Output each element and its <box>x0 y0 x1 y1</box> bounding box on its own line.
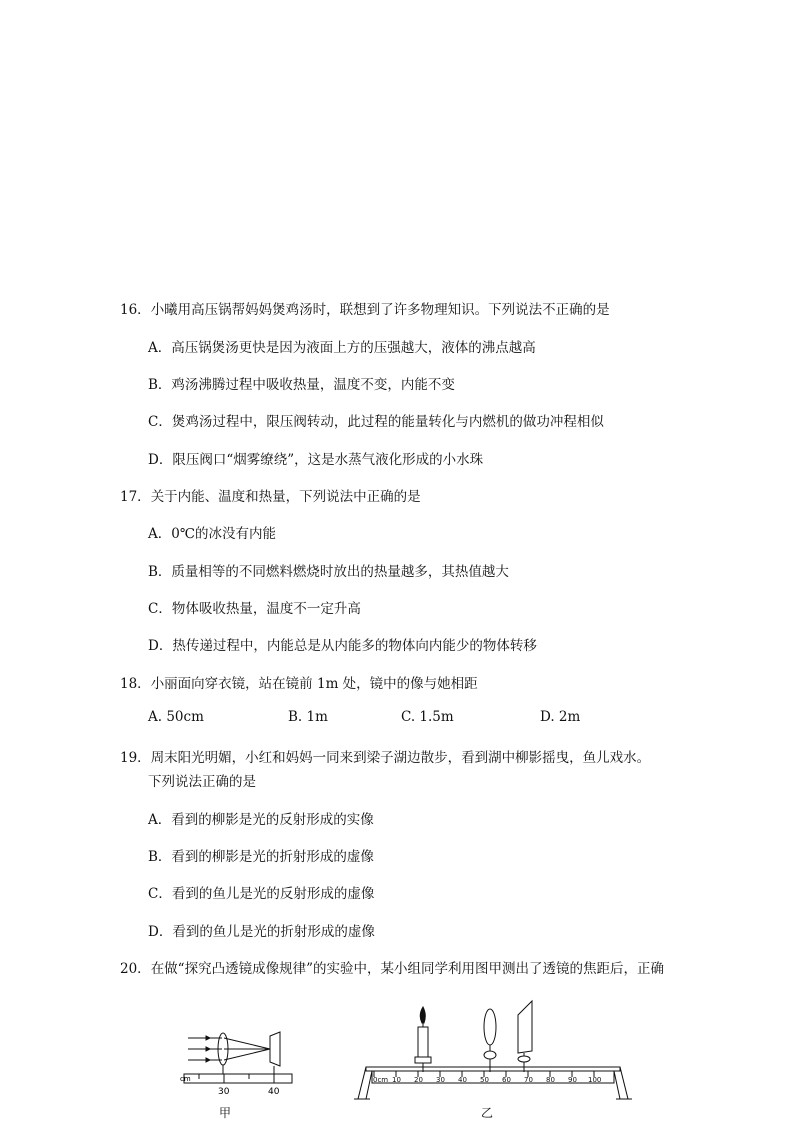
question-stem: 小曦用高压锅帮妈妈煲鸡汤时，联想到了许多物理知识。下列说法不正确的是 <box>150 302 610 318</box>
question-stem: 在做“探究凸透镜成像规律”的实验中，某小组同学利用图甲测出了透镜的焦距后，正确 <box>150 961 664 977</box>
ruler-label-40: 40 <box>268 1087 280 1097</box>
ruler-label-80: 80 <box>546 1076 555 1084</box>
option-16d: D．限压阀口“烟雾缭绕”，这是水蒸气液化形成的小水珠 <box>148 452 484 468</box>
question-stem: 小丽面向穿衣镜，站在镜前 1m 处，镜中的像与她相距 <box>150 676 478 692</box>
figure-yi-caption: 乙 <box>481 1106 494 1120</box>
candle-flame-icon <box>420 1007 425 1023</box>
option-17a: A．0℃的冰没有内能 <box>148 526 276 542</box>
option-17b: B．质量相等的不同燃料燃烧时放出的热量越多，其热值越大 <box>148 564 509 580</box>
option-19b: B．看到的柳影是光的折射形成的虚像 <box>148 849 374 865</box>
question-20 <box>120 957 664 977</box>
option-16b: B．鸡汤沸腾过程中吸收热量，温度不变，内能不变 <box>148 377 455 393</box>
option-18b: B. 1m <box>288 709 328 725</box>
ruler-unit-jia: cm <box>180 1075 191 1083</box>
question-number: 17． <box>120 489 151 505</box>
question-number: 20． <box>120 961 151 977</box>
option-16c: C．煲鸡汤过程中，限压阀转动，此过程的能量转化与内燃机的做功冲程相似 <box>148 414 604 430</box>
figure-yi <box>352 995 632 1105</box>
question-18 <box>120 672 478 692</box>
question-stem: 关于内能、温度和热量，下列说法中正确的是 <box>150 489 421 505</box>
question-16 <box>120 298 610 318</box>
ruler-label-40: 40 <box>458 1076 467 1084</box>
ruler-label-90: 90 <box>568 1076 577 1084</box>
ruler-label-50: 50 <box>480 1076 489 1084</box>
ruler-label-60: 60 <box>502 1076 511 1084</box>
ruler-label-20: 20 <box>414 1076 423 1084</box>
question-stem: 周末阳光明媚，小红和妈妈一同来到梁子湖边散步，看到湖中柳影摇曳，鱼儿戏水。 <box>150 750 651 766</box>
option-19d: D．看到的鱼儿是光的折射形成的虚像 <box>148 924 375 940</box>
ruler-unit-yi: 0cm <box>373 1076 389 1084</box>
option-18a: A. 50cm <box>148 709 204 725</box>
question-19-stem-cont: 下列说法正确的是 <box>148 774 256 790</box>
option-19c: C．看到的鱼儿是光的反射形成的虚像 <box>148 886 375 902</box>
question-19 <box>120 746 650 766</box>
figure-jia <box>178 1022 298 1102</box>
option-18d: D. 2m <box>540 709 581 725</box>
option-17d: D．热传递过程中，内能总是从内能多的物体向内能少的物体转移 <box>148 638 537 654</box>
ruler-label-70: 70 <box>524 1076 533 1084</box>
question-17 <box>120 485 421 505</box>
option-18c: C. 1.5m <box>401 709 454 725</box>
question-number: 18． <box>120 676 151 692</box>
question-number: 16． <box>120 302 151 318</box>
option-17c: C．物体吸收热量，温度不一定升高 <box>148 601 361 617</box>
ruler-label-30: 30 <box>436 1076 445 1084</box>
ruler-label-30: 30 <box>218 1087 230 1097</box>
option-19a: A．看到的柳影是光的反射形成的实像 <box>148 812 374 828</box>
ruler-label-100: 100 <box>588 1076 602 1084</box>
question-number: 19． <box>120 750 151 766</box>
ruler-label-10: 10 <box>392 1076 401 1084</box>
figure-jia-caption: 甲 <box>219 1106 232 1120</box>
option-16a: A．高压锅煲汤更快是因为液面上方的压强越大，液体的沸点越高 <box>148 340 536 356</box>
